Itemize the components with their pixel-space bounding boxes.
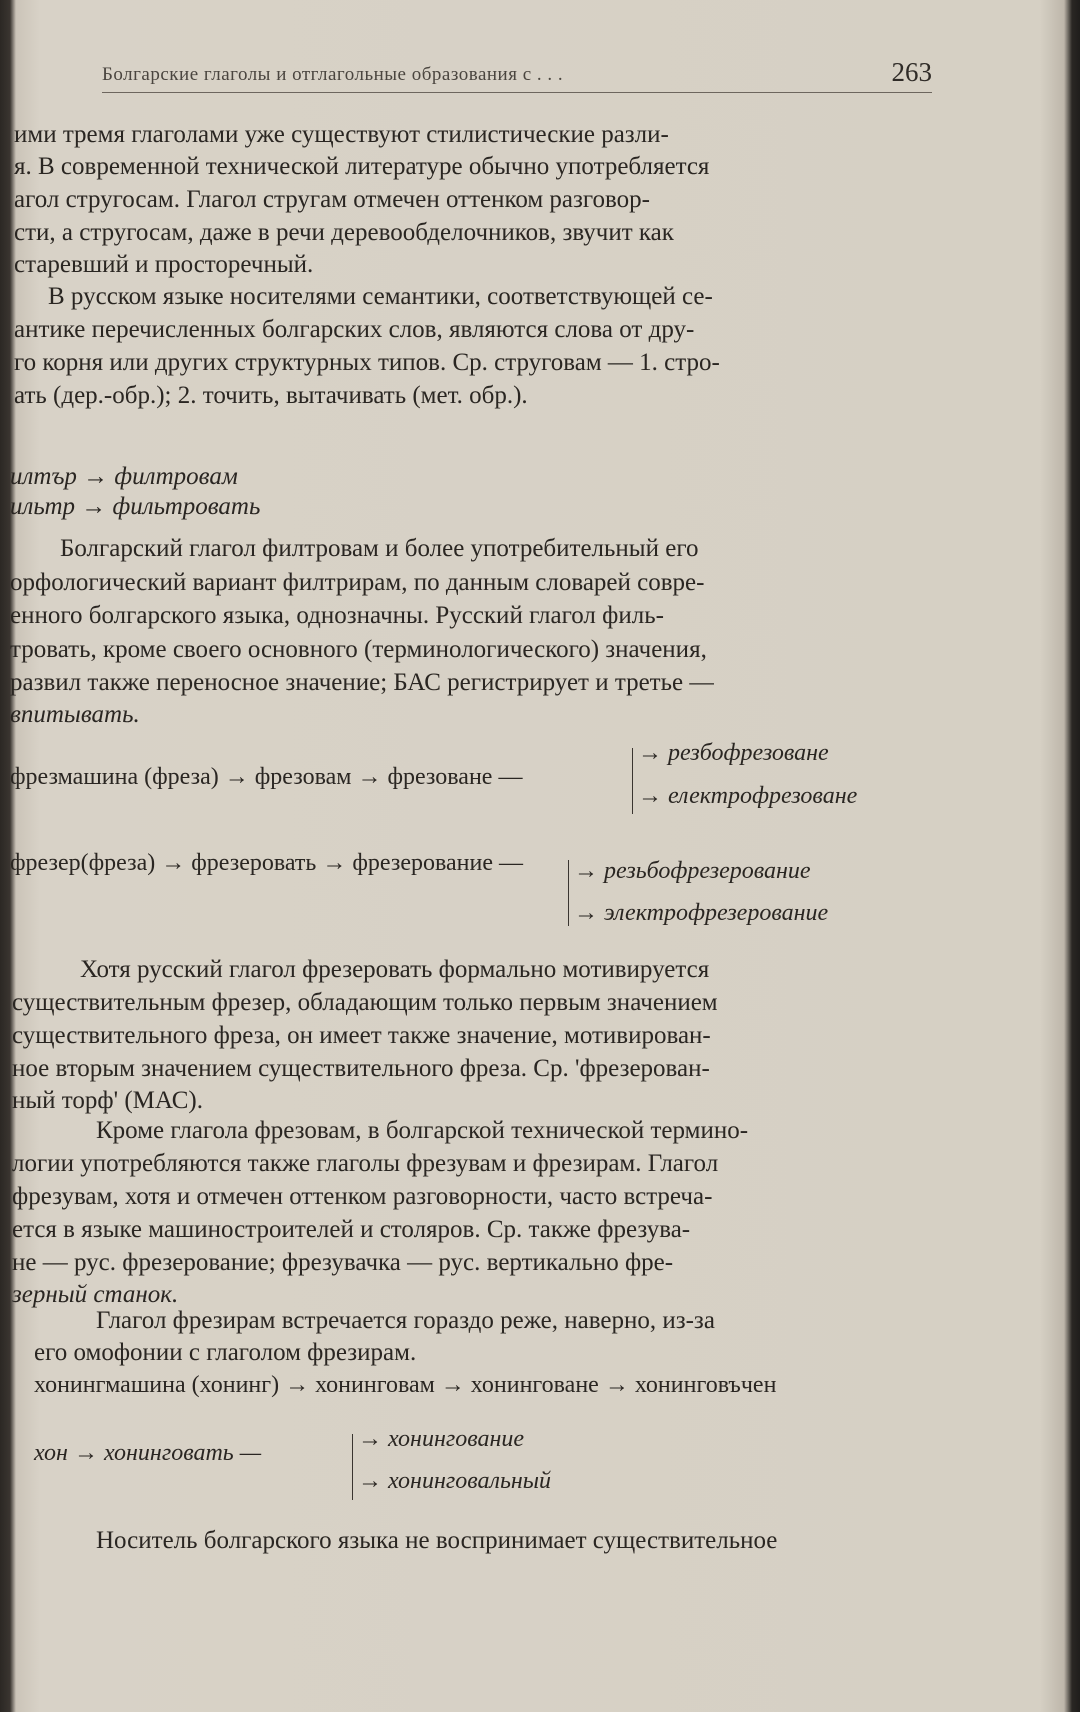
running-head: Болгарские глаголы и отглагольные образования с . . . — [102, 64, 564, 85]
scheme-root: фрезер(фреза) → фрезеровать → фрезерование — — [10, 850, 523, 876]
text-line: ать (дер.-обр.); 2. точить, вытачивать (мет. обр.). — [14, 382, 528, 409]
scheme-branch: → хонинговальный — [358, 1468, 552, 1494]
text-line: тровать, кроме своего основного (терминологического) значения, — [10, 636, 707, 663]
text-line: я. В современной технической литературе обычно употребляется — [14, 153, 710, 180]
text-line: енного болгарского языка, однозначны. Русский глагол филь- — [10, 602, 664, 629]
text-line: ный торф' (МАС). — [12, 1087, 203, 1114]
text-line: В русском языке носителями семантики, соответствующей се- — [48, 283, 713, 310]
scheme-branch: → резбофрезоване — [638, 740, 829, 766]
text-line: Хотя русский глагол фрезеровать формально мотивируется — [80, 956, 710, 983]
text-line: Болгарский глагол филтровам и более употребительный его — [60, 535, 699, 562]
text-line: его омофонии с глаголом фрезирам. — [34, 1339, 417, 1366]
text-line: го корня или других структурных типов. Ср. струговам — 1. стро- — [14, 349, 720, 376]
text-line: развил также переносное значение; БАС регистрирует и третье — — [10, 669, 715, 696]
text-line: не — рус. фрезерование; фрезувачка — рус. вертикально фре- — [12, 1249, 674, 1276]
text-line: ное вторым значением существительного фреза. Ср. 'фрезерован- — [12, 1055, 710, 1082]
text-line: Носитель болгарского языка не воспринимает существительное — [96, 1527, 778, 1554]
page-header — [102, 52, 932, 93]
scheme-bracket — [352, 1434, 353, 1500]
text-line: Глагол фрезирам встречается гораздо реже, наверно, из-за — [96, 1307, 715, 1334]
text-line: логии употребляются также глаголы фрезувам и фрезирам. Глагол — [12, 1150, 719, 1177]
text-line: антике перечисленных болгарских слов, являются слова от дру- — [14, 316, 695, 343]
scheme-bracket — [568, 860, 569, 926]
text-line: существительным фрезер, обладающим только первым значением — [12, 989, 718, 1016]
text-line: старевший и просторечный. — [14, 251, 314, 278]
scheme-branch: → хонингование — [358, 1426, 525, 1452]
scheme-branch: → електрофрезоване — [638, 783, 858, 809]
scheme-line: илтър → филтровам — [10, 463, 238, 490]
text-line: впитывать. — [10, 701, 140, 728]
text-line: существительного фреза, он имеет также значение, мотивирован- — [12, 1022, 711, 1049]
text-line: фрезувам, хотя и отмечен оттенком разговорности, часто встреча- — [12, 1183, 713, 1210]
scheme-branch: → электрофрезерование — [574, 900, 829, 926]
scheme-line: ильтр → фильтровать — [10, 493, 261, 520]
scheme-root: хон → хонинговать — — [34, 1440, 262, 1466]
text-line: Кроме глагола фрезовам, в болгарской технической термино- — [96, 1117, 749, 1144]
text-line: ется в языке машиностроителей и столяров. Ср. также фрезува- — [12, 1216, 691, 1243]
scheme-bracket — [632, 748, 633, 814]
scheme-root: фрезмашина (фреза) → фрезовам → фрезоване — — [10, 764, 523, 790]
text-line: сти, а стругосам, даже в речи деревообделочников, звучит как — [14, 219, 674, 246]
page-number: 263 — [891, 57, 932, 87]
text-line: зерный станок. — [12, 1281, 179, 1308]
scheme-line: хонингмашина (хонинг) → хонинговам → хонинговане → хонинговъчен — [34, 1372, 777, 1398]
text-line: ими тремя глаголами уже существуют стилистические разли- — [14, 121, 669, 148]
text-line: агол стругосам. Глагол стругам отмечен оттенком разговор- — [14, 186, 650, 213]
text-line: орфологический вариант филтрирам, по данным словарей совре- — [10, 569, 705, 596]
scheme-branch: → резьбофрезерование — [574, 858, 811, 884]
